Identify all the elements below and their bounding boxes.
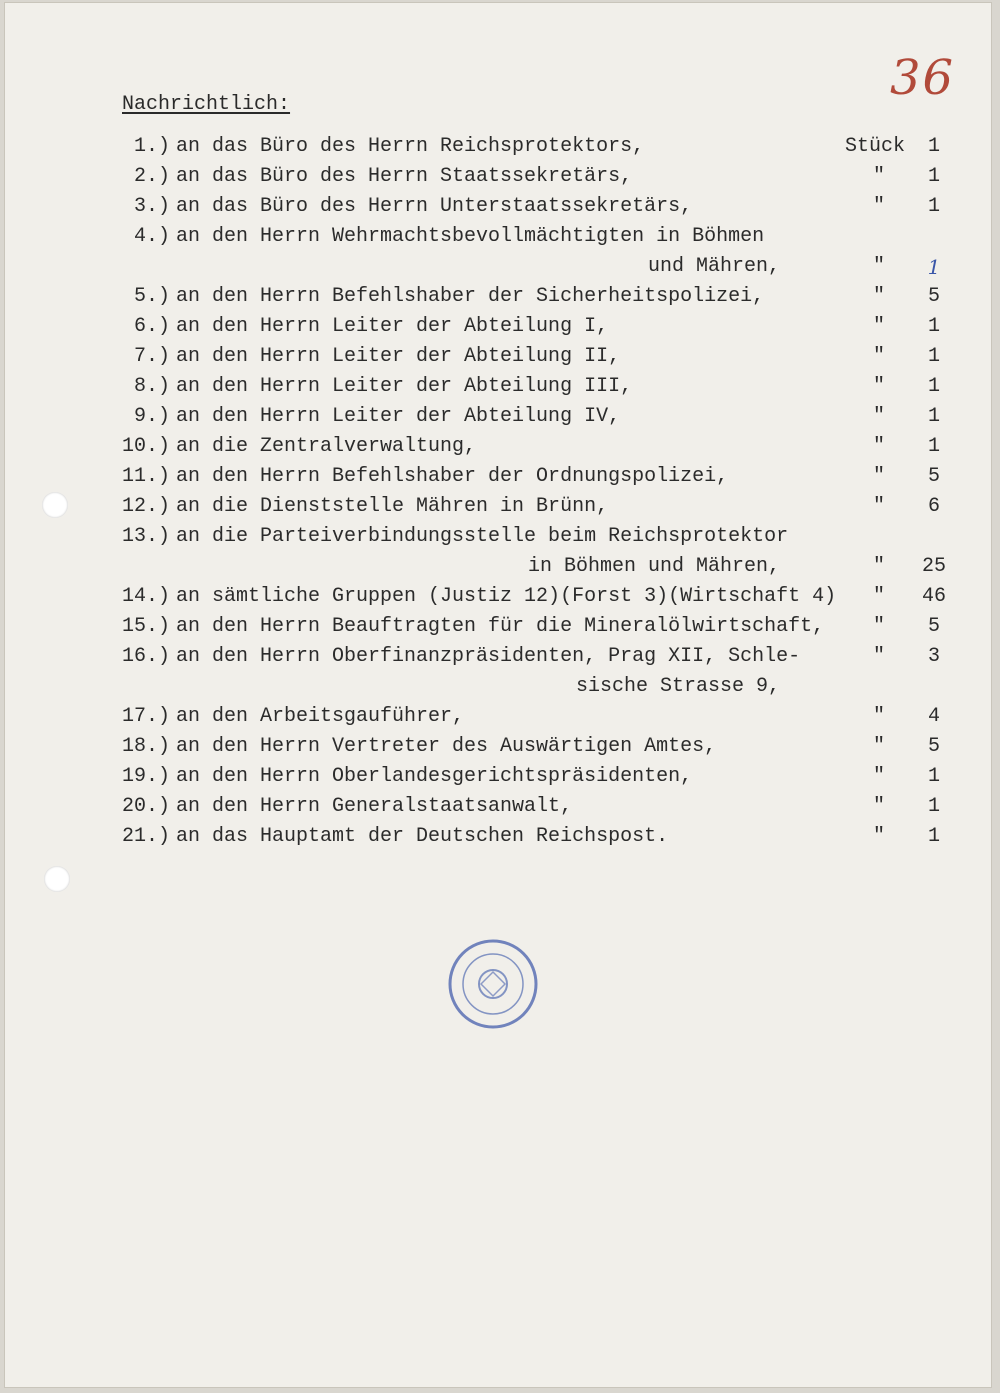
item-recipient: an den Herrn Beauftragten für die Mineralölwirtschaft, (176, 615, 825, 638)
ditto-mark: " (872, 615, 885, 638)
archive-stamp (447, 938, 539, 1030)
item-count: 1 (927, 255, 941, 279)
item-recipient: an den Herrn Leiter der Abteilung III, (176, 375, 633, 398)
item-recipient: an den Herrn Wehrmachtsbevollmächtigten in Böhmen (176, 225, 765, 248)
item-count-row (0, 495, 1000, 525)
item-count: 1 (927, 435, 940, 458)
page-heading: Nachrichtlich: (122, 93, 291, 116)
unit-header: Stück (845, 135, 906, 158)
item-count: 46 (921, 585, 946, 608)
item-recipient: an den Arbeitsgauführer, (176, 705, 465, 728)
item-count-row (0, 405, 1000, 435)
item-number: 4.) (133, 225, 170, 248)
item-count-row (0, 285, 1000, 315)
item-recipient: an das Büro des Herrn Unterstaatssekretärs, (176, 195, 693, 218)
item-count: 1 (927, 375, 940, 398)
ditto-mark: " (872, 825, 885, 848)
item-count-row (0, 165, 1000, 195)
item-recipient: an den Herrn Leiter der Abteilung II, (176, 345, 621, 368)
item-count-row (0, 345, 1000, 375)
item-count-row (0, 765, 1000, 795)
ditto-mark: " (872, 495, 885, 518)
item-count-row (0, 315, 1000, 345)
item-number: 5.) (133, 285, 170, 308)
item-count: 1 (927, 405, 940, 428)
item-number: 6.) (133, 315, 170, 338)
item-count-row (0, 735, 1000, 765)
ditto-mark: " (872, 345, 885, 368)
item-number: 20.) (121, 795, 170, 818)
item-count: 3 (927, 645, 940, 668)
item-count: 1 (927, 765, 940, 788)
ditto-mark: " (872, 645, 885, 668)
ditto-mark: " (872, 255, 885, 278)
ditto-mark: " (872, 585, 885, 608)
item-count: 5 (927, 285, 940, 308)
item-count: 4 (927, 705, 940, 728)
item-number: 10.) (121, 435, 170, 458)
item-count: 1 (927, 345, 940, 368)
ditto-mark: " (872, 285, 885, 308)
item-recipient: an den Herrn Vertreter des Auswärtigen Amtes, (176, 735, 717, 758)
item-recipient: an sämtliche Gruppen (Justiz 12)(Forst 3)(Wirtschaft 4) (176, 585, 837, 608)
item-count-row (0, 705, 1000, 735)
item-count: 1 (927, 135, 940, 158)
item-recipient-continuation: und Mähren, (648, 255, 781, 278)
item-recipient: an den Herrn Generalstaatsanwalt, (176, 795, 573, 818)
ditto-mark: " (872, 795, 885, 818)
ditto-mark: " (872, 465, 885, 488)
list-item (0, 225, 1000, 255)
item-number: 14.) (121, 585, 170, 608)
item-count: 1 (927, 795, 940, 818)
item-recipient: an die Dienststelle Mähren in Brünn, (176, 495, 609, 518)
item-recipient: an den Herrn Oberlandesgerichtspräsidenten, (176, 765, 693, 788)
item-count-row (0, 135, 1000, 165)
item-number: 2.) (133, 165, 170, 188)
ditto-mark: " (872, 195, 885, 218)
item-number: 13.) (121, 525, 170, 548)
list-item-continuation (0, 675, 1000, 705)
item-recipient: an das Hauptamt der Deutschen Reichspost. (176, 825, 669, 848)
item-recipient: an die Zentralverwaltung, (176, 435, 477, 458)
item-number: 8.) (133, 375, 170, 398)
item-number: 15.) (121, 615, 170, 638)
item-recipient: an den Herrn Befehlshaber der Sicherheitspolizei, (176, 285, 765, 308)
item-count: 1 (927, 825, 940, 848)
item-number: 11.) (121, 465, 170, 488)
item-count-row (0, 585, 1000, 615)
item-recipient-continuation: in Böhmen und Mähren, (528, 555, 781, 578)
item-recipient: an den Herrn Leiter der Abteilung IV, (176, 405, 621, 428)
item-count: 5 (927, 735, 940, 758)
item-number: 12.) (121, 495, 170, 518)
ditto-mark: " (872, 555, 885, 578)
ditto-mark: " (872, 165, 885, 188)
item-count-row (0, 555, 1000, 585)
item-number: 19.) (121, 765, 170, 788)
item-count-row (0, 465, 1000, 495)
ditto-mark: " (872, 705, 885, 728)
folio-number: 36 (890, 50, 956, 106)
item-recipient: an die Parteiverbindungsstelle beim Reichsprotektor (176, 525, 789, 548)
item-count-row (0, 645, 1000, 675)
item-recipient: an den Herrn Leiter der Abteilung I, (176, 315, 609, 338)
ditto-mark: " (872, 435, 885, 458)
item-number: 17.) (121, 705, 170, 728)
item-number: 16.) (121, 645, 170, 668)
item-number: 21.) (121, 825, 170, 848)
item-recipient-continuation: sische Strasse 9, (576, 675, 781, 698)
item-count: 1 (927, 165, 940, 188)
ditto-mark: " (872, 765, 885, 788)
item-count-row (0, 435, 1000, 465)
ditto-mark: " (872, 735, 885, 758)
item-number: 9.) (133, 405, 170, 428)
item-number: 18.) (121, 735, 170, 758)
ditto-mark: " (872, 315, 885, 338)
item-number: 1.) (133, 135, 170, 158)
item-number: 3.) (133, 195, 170, 218)
item-count-row (0, 255, 1000, 285)
item-count-row (0, 615, 1000, 645)
item-count: 1 (927, 315, 940, 338)
item-count: 1 (927, 195, 940, 218)
list-item (0, 525, 1000, 555)
item-count: 25 (921, 555, 946, 578)
item-count: 5 (927, 615, 940, 638)
item-count-row (0, 795, 1000, 825)
item-number: 7.) (133, 345, 170, 368)
item-recipient: an den Herrn Oberfinanzpräsidenten, Prag XII, Schle- (176, 645, 801, 668)
ditto-mark: " (872, 375, 885, 398)
item-count-row (0, 375, 1000, 405)
ditto-mark: " (872, 405, 885, 428)
item-count: 5 (927, 465, 940, 488)
item-count: 6 (927, 495, 940, 518)
item-count-row (0, 825, 1000, 855)
item-recipient: an das Büro des Herrn Reichsprotektors, (176, 135, 645, 158)
item-count-row (0, 195, 1000, 225)
item-recipient: an das Büro des Herrn Staatssekretärs, (176, 165, 633, 188)
item-recipient: an den Herrn Befehlshaber der Ordnungspolizei, (176, 465, 729, 488)
